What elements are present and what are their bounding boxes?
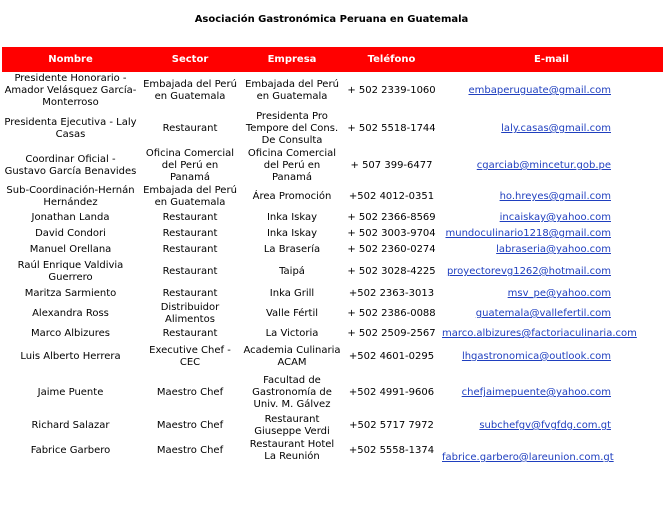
cell-nombre: Jaime Puente [37,387,104,398]
email-link[interactable]: incaiskay@yahoo.com [499,212,611,223]
cell-nombre: Manuel Orellana [29,244,112,255]
email-link[interactable]: lhgastronomica@outlook.com [461,351,611,362]
table-row [2,148,663,184]
cell-nombre: Fabrice Garbero [30,445,111,456]
cell-empresa: Restaurant Giuseppe Verdi [254,414,330,437]
cell-email [440,148,663,184]
table-row [2,414,663,438]
email-link[interactable]: proyectorevg1262@hotmail.com [446,266,611,277]
cell-telefono: +502 4601-0295 [348,351,435,362]
cell-telefono: + 502 2386-0088 [347,308,436,319]
table-row [2,342,663,372]
cell-telefono: + 502 2509-2567 [347,328,436,339]
cell-telefono: + 507 399-6477 [350,160,433,171]
cell-empresa: Inka Iskay [266,228,318,239]
cell-sector: Restaurant [162,244,218,255]
table-row [2,226,663,242]
cell-email [440,302,663,326]
header-telefono: Teléfono [343,47,440,72]
cell-email [440,72,663,110]
email-link[interactable]: subchefgv@fvgfdg.com.gt [479,420,611,431]
cell-empresa: Presidenta Pro Tempore del Cons. De Consulta [245,111,339,146]
cell-empresa: Taipá [279,266,305,277]
cell-email [440,242,663,258]
cell-sector: Maestro Chef [156,420,224,431]
members-table [2,47,663,464]
cell-sector: Maestro Chef [156,445,224,456]
cell-nombre: Raúl Enrique Valdivia Guerrero [17,260,124,283]
cell-email [440,258,663,286]
cell-empresa: La Brasería [263,244,321,255]
cell-sector: Restaurant [162,228,218,239]
email-link[interactable]: fabrice.garbero@lareunion.com.gt [442,452,614,463]
cell-email [440,184,663,210]
email-link[interactable]: msv_pe@yahoo.com [507,288,611,299]
cell-email [440,226,663,242]
cell-nombre: Presidente Honorario - Amador Velásquez García-Monterroso [4,73,137,108]
cell-nombre: Maritza Sarmiento [24,288,117,299]
cell-email [440,342,663,372]
email-link[interactable]: laly.casas@gmail.com [501,123,611,134]
table-row [2,110,663,148]
cell-empresa: Área Promoción [252,191,332,202]
email-link[interactable]: labraseria@yahoo.com [496,244,611,255]
cell-nombre: Marco Albizures [30,328,111,339]
cell-nombre: David Condori [35,228,106,239]
cell-empresa: Academia Culinaria ACAM [243,345,341,368]
email-link[interactable]: chefjaimepuente@yahoo.com [461,387,611,398]
cell-email [440,210,663,226]
email-link[interactable]: ho.hreyes@gmail.com [499,191,611,202]
table-row [2,302,663,326]
cell-telefono: + 502 2366-8569 [347,212,436,223]
cell-nombre: Alexandra Ross [32,308,109,319]
header-empresa: Empresa [241,47,343,72]
cell-telefono: +502 4012-0351 [348,191,435,202]
cell-telefono: + 502 3028-4225 [347,266,436,277]
cell-telefono: +502 4991-9606 [348,387,435,398]
cell-telefono: + 502 5518-1744 [347,123,436,134]
cell-telefono: +502 5717 7972 [349,420,434,431]
header-nombre: Nombre [2,47,139,72]
cell-sector: Restaurant [162,123,218,134]
table-row [2,438,663,464]
email-link[interactable]: cgarciab@mincetur.gob.pe [476,160,611,171]
cell-sector: Embajada del Perú en Guatemala [143,185,237,208]
cell-nombre: Coordinar Oficial - Gustavo García Benavides [4,154,137,177]
cell-email [440,372,663,414]
cell-empresa: Inka Iskay [266,212,318,223]
cell-sector: Embajada del Perú en Guatemala [143,79,237,102]
cell-sector: Restaurant [162,328,218,339]
cell-telefono: + 502 2360-0274 [347,244,436,255]
cell-sector: Distribuidor Alimentos [160,302,220,325]
cell-sector: Executive Chef - CEC [149,345,231,368]
cell-empresa: Inka Grill [269,288,315,299]
table-row [2,72,663,110]
cell-sector: Restaurant [162,288,218,299]
table-row [2,286,663,302]
header-email: E-mail [440,47,663,72]
header-sector: Sector [139,47,241,72]
email-link[interactable]: marco.albizures@factoriaculinaria.com [442,328,637,339]
cell-nombre: Presidenta Ejecutiva - Laly Casas [4,117,137,140]
cell-empresa: Facultad de Gastronomía de Univ. M. Gálvez [252,375,332,410]
cell-nombre: Jonathan Landa [31,212,110,223]
email-link[interactable]: guatemala@vallefertil.com [475,308,611,319]
table-row [2,326,663,342]
cell-sector: Restaurant [162,266,218,277]
cell-empresa: La Victoria [265,328,319,339]
cell-empresa: Restaurant Hotel La Reunión [249,439,335,462]
table-row [2,184,663,210]
cell-email [440,414,663,438]
cell-sector: Maestro Chef [156,387,224,398]
cell-email [440,110,663,148]
cell-telefono: +502 2363-3013 [348,288,435,299]
table-row [2,258,663,286]
cell-nombre: Luis Alberto Herrera [20,351,121,362]
cell-telefono: + 502 2339-1060 [347,85,436,96]
header-row [2,47,663,72]
cell-email [440,438,663,464]
table-row [2,242,663,258]
cell-nombre: Sub-Coordinación-Hernán Hernández [6,185,135,208]
cell-email [440,326,663,342]
cell-empresa: Embajada del Perú en Guatemala [245,79,339,102]
email-link[interactable]: embaperuguate@gmail.com [468,85,611,96]
cell-telefono: +502 5558-1374 [348,445,435,456]
email-link[interactable]: mundoculinario1218@gmail.com [445,228,611,239]
cell-empresa: Oficina Comercial del Perú en Panamá [247,148,337,183]
cell-sector: Oficina Comercial del Perú en Panamá [145,148,235,183]
table-row [2,210,663,226]
cell-empresa: Valle Fértil [265,308,319,319]
document-title: Asociación Gastronómica Peruana en Guatemala [194,14,469,25]
cell-email [440,286,663,302]
cell-nombre: Richard Salazar [31,420,110,431]
cell-telefono: + 502 3003-9704 [347,228,436,239]
table-row [2,372,663,414]
cell-sector: Restaurant [162,212,218,223]
